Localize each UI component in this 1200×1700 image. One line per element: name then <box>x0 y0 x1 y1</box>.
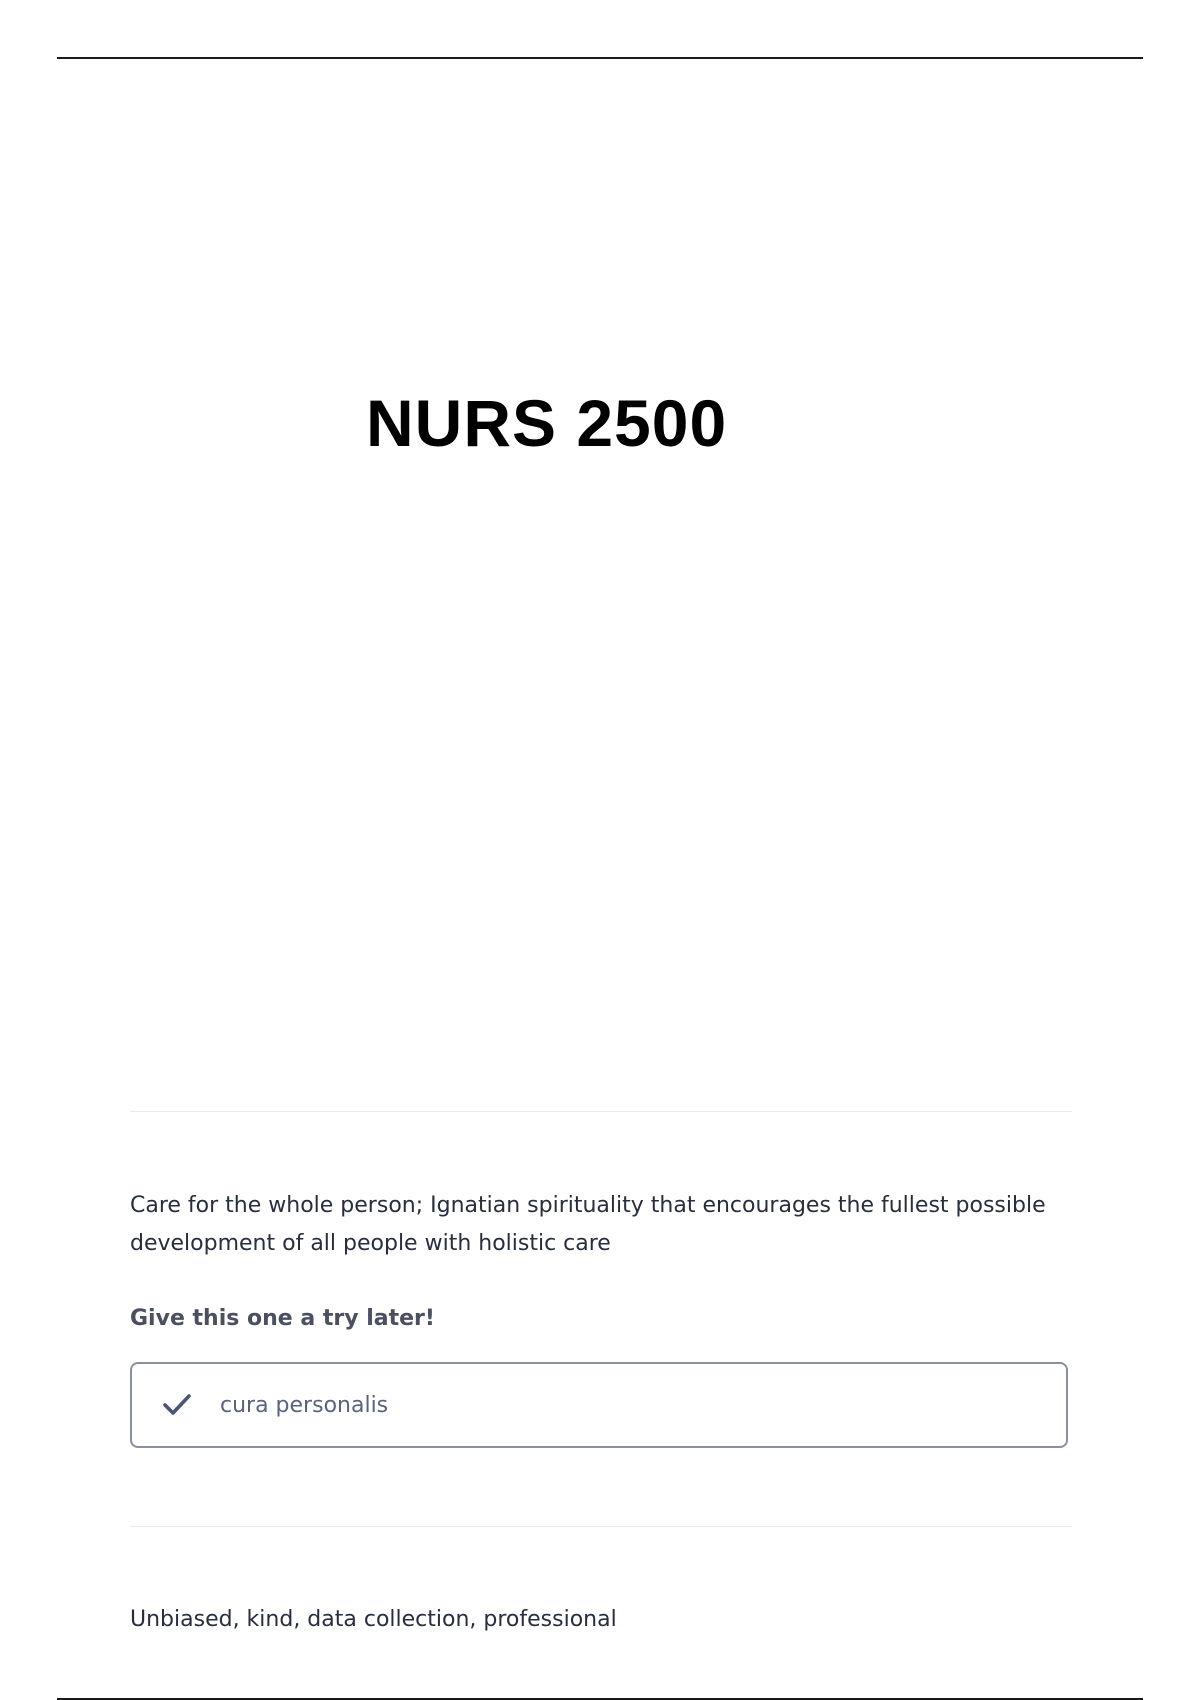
card-divider-bottom <box>130 1526 1072 1527</box>
card-divider-top <box>130 1111 1072 1112</box>
page-top-rule <box>57 57 1143 59</box>
try-later-label: Give this one a try later! <box>130 1306 435 1331</box>
checkmark-icon <box>160 1388 194 1422</box>
card-definition-text: Care for the whole person; Ignatian spirituality that encourages the fullest possible development of all people with holistic care <box>130 1193 1046 1256</box>
document-title: NURS 2500 <box>366 386 728 460</box>
answer-option[interactable] <box>130 1362 1068 1448</box>
answer-option-text: cura personalis <box>220 1392 389 1418</box>
next-card-definition-text: Unbiased, kind, data collection, professional <box>130 1607 617 1632</box>
